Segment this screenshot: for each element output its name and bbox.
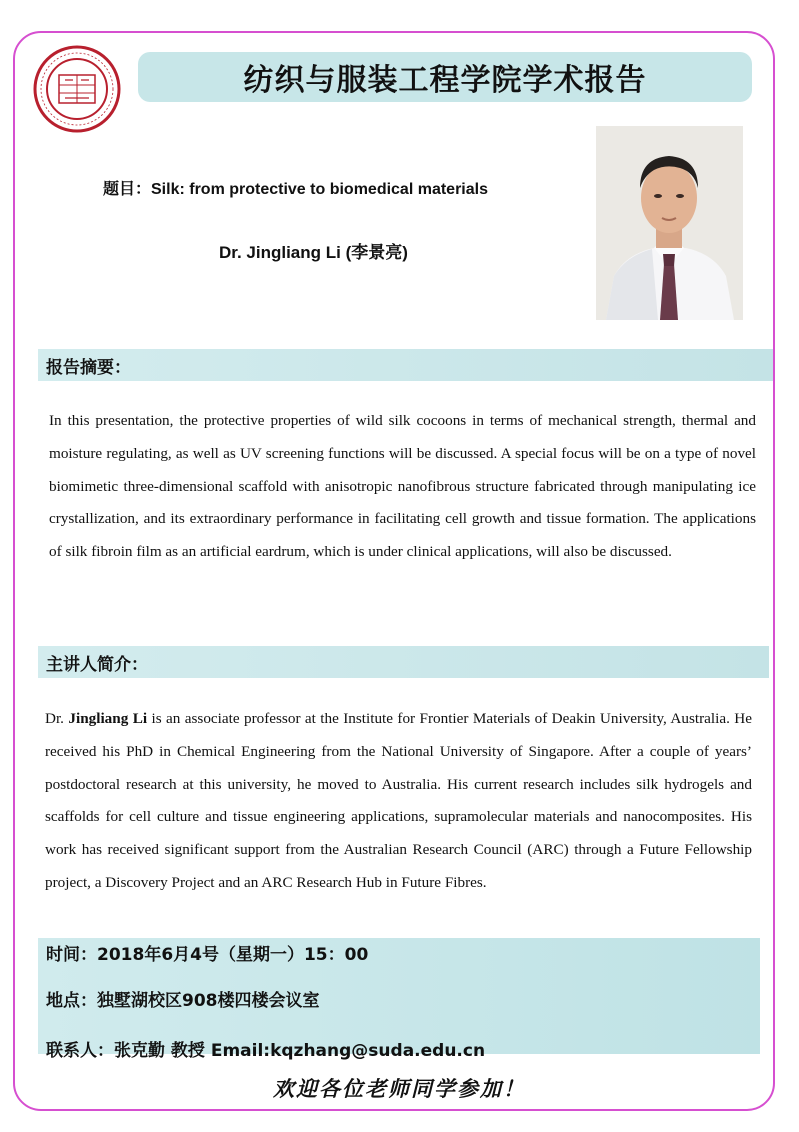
report-title-bar — [138, 52, 752, 102]
report-title: 纺织与服装工程学院学术报告 — [243, 63, 647, 98]
bio-speaker-name: Jingliang Li — [68, 710, 148, 727]
event-place: 地点：独墅湖校区908楼四楼会议室 — [46, 991, 320, 1011]
speaker-photo — [596, 126, 743, 320]
speaker-name: Dr. Jingliang Li (李景亮) — [219, 243, 408, 262]
bio-heading: 主讲人简介： — [46, 654, 148, 675]
event-contact: 联系人：张克勤 教授 Email:kqzhang@suda.edu.cn — [46, 1041, 486, 1061]
university-logo — [33, 45, 121, 133]
bio-heading-bar — [38, 646, 769, 678]
bio-prefix: Dr. — [45, 710, 64, 727]
abstract-text: In this presentation, the protective properties of wild silk cocoons in terms of mechanical strength, thermal and moisture regulating, as well as UV screening functions will be discussed. A special focus will be on a type of novel biomimetic three-dimensional scaffold with anisotropic nanofibrous structure fabricated through manipulating ice crystallization, and its extraordinary performance in facilitating cell growth and tissue formation. The applications of silk fibroin film as an artificial eardrum, which is under clinical applications, will also be discussed. — [49, 412, 756, 561]
event-info-block — [38, 938, 760, 1061]
event-time: 时间：2018年6月4号（星期一）15：00 — [46, 945, 369, 965]
abstract-heading-bar — [38, 349, 773, 381]
welcome-message: 欢迎各位老师同学参加！ — [273, 1076, 526, 1101]
bio-text-block — [45, 703, 752, 900]
bio-text: is an associate professor at the Institute for Frontier Materials of Deakin University, Australia. He received his PhD in Chemical Engineering from the National University of Singapore. After a couple of years’ postdoctoral research at this university, he moved to Australia. His current research includes silk hydrogels and scaffolds for cell culture and tissue engineering applications, supramolecular materials and nanocomposites. His work has received significant support from the Australian Research Council (ARC) through a Future Fellowship project, a Discovery Project and an ARC Research Hub in Future Fibres. — [45, 710, 752, 891]
abstract-heading: 报告摘要： — [46, 357, 131, 378]
talk-title: 题目：Silk: from protective to biomedical materials — [103, 181, 488, 198]
